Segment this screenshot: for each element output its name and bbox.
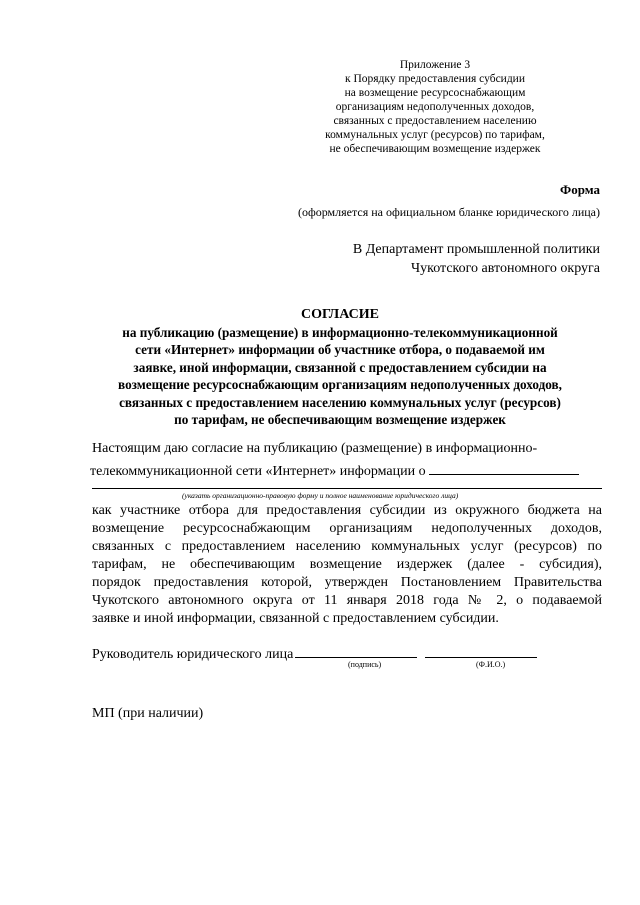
title-line: заявке, иной информации, связанной с предоставлением субсидии на	[133, 359, 547, 375]
title-line: на публикацию (размещение) в информационно-телекоммуникационной	[122, 324, 558, 340]
consent-line: Настоящим даю согласие на публикацию (размещение) в информационно-	[92, 441, 538, 456]
title-line: возмещение ресурсоснабжающим организациям недополученных доходов,	[118, 377, 562, 392]
body-line: как участнике отбора для предоставления субсидии из окружного бюджета на	[92, 503, 602, 518]
title-line: связанных с предоставлением населению коммунальных услуг (ресурсов)	[119, 394, 561, 410]
stamp-label: МП (при наличии)	[92, 706, 204, 721]
body-line: заявке и иной информации, связанной с предоставлением субсидии.	[92, 611, 499, 626]
fio-blank[interactable]	[425, 643, 537, 658]
title-main: СОГЛАСИЕ	[301, 307, 379, 322]
body-line: Чукотского автономного округа от 11 января 2018 года № 2, о подаваемой	[92, 593, 602, 608]
consent-line-text: телекоммуникационной сети «Интернет» информации о	[90, 464, 426, 479]
body-line: связанных с предоставлением населению коммунальных услуг (ресурсов) по	[92, 539, 602, 554]
appendix-line: не обеспечивающим возмещение издержек	[329, 143, 541, 155]
fio-hint: (Ф.И.О.)	[476, 660, 506, 669]
appendix-line: коммунальных услуг (ресурсов) по тарифам,	[325, 129, 545, 141]
organization-blank-full[interactable]	[92, 488, 602, 489]
form-label: Форма	[560, 182, 600, 197]
appendix-line: Приложение 3	[399, 59, 471, 71]
body-line: порядок предоставления которой, утвержден Постановлением Правительства	[92, 575, 602, 590]
appendix-line: на возмещение ресурсоснабжающим	[344, 87, 526, 99]
body-paragraph	[92, 502, 602, 628]
body-line: возмещение ресурсоснабжающим организациям недополученных доходов,	[92, 521, 602, 536]
addressee	[353, 240, 600, 278]
addressee-line: В Департамент промышленной политики	[352, 242, 600, 257]
signature-label: Руководитель юридического лица	[92, 647, 294, 662]
signature-blank[interactable]	[295, 643, 417, 658]
title-line: сети «Интернет» информации об участнике отбора, о подаваемой им	[135, 342, 545, 357]
organization-blank-short[interactable]	[429, 459, 579, 475]
addressee-line: Чукотского автономного округа	[411, 261, 600, 276]
signature-hint: (подпись)	[348, 660, 382, 669]
signature-row	[92, 643, 537, 663]
appendix-line: организациям недополученных доходов,	[335, 101, 535, 113]
document-title	[70, 306, 610, 429]
appendix-line: связанных с предоставлением населению	[333, 115, 537, 127]
blank-note: (оформляется на официальном бланке юридического лица)	[297, 205, 600, 219]
title-line: по тарифам, не обеспечивающим возмещение издержек	[174, 412, 506, 427]
appendix-line: к Порядку предоставления субсидии	[345, 73, 525, 85]
appendix-header	[270, 58, 600, 156]
consent-line-2	[90, 459, 602, 482]
consent-paragraph	[92, 439, 602, 482]
body-line: тарифам, не обеспечивающим возмещение издержек (далее - субсидия),	[92, 557, 602, 572]
organization-hint: (указать организационно-правовую форму и полное наименование юридического лица)	[182, 491, 459, 500]
